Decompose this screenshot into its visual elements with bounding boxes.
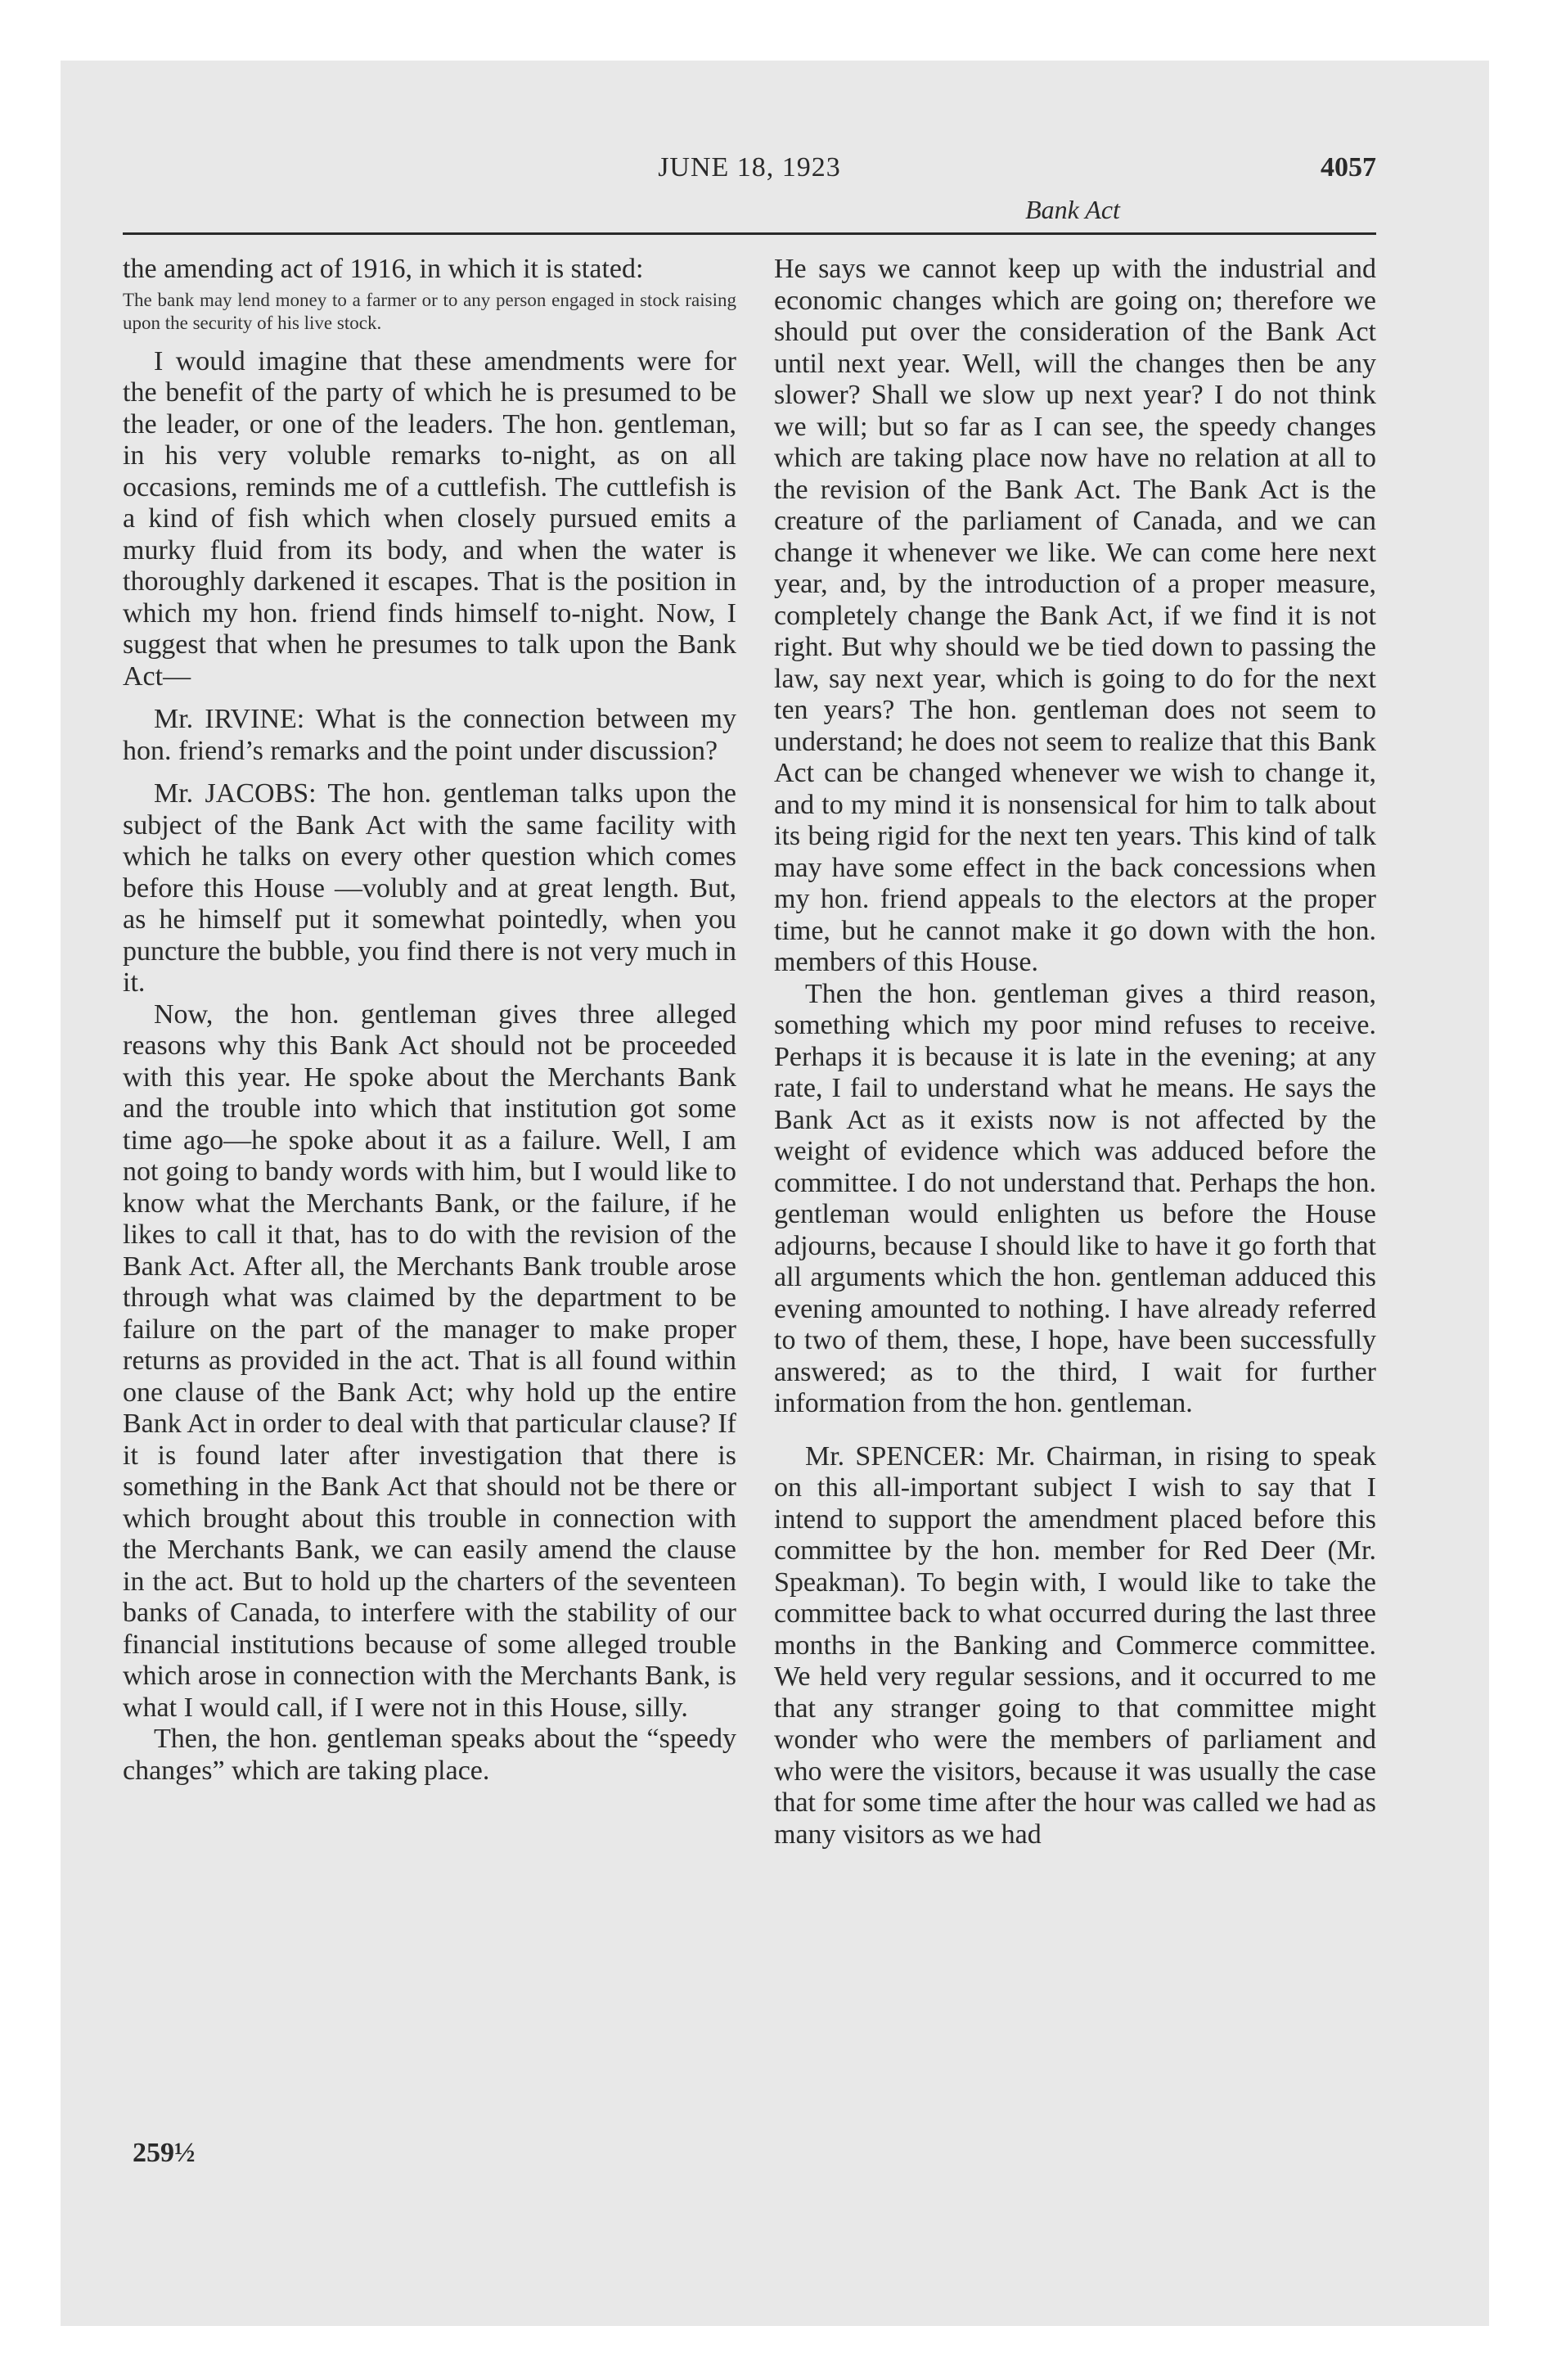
paragraph: Mr. JACOBS: The hon. gentleman talks upon the subject of the Bank Act with the same facility with which he talks on every other question which comes before this House —volubly and at great length. But, as he himself put it somewhat pointedly, when you puncture the bubble, you find there is not very much in it. [123,778,736,998]
right-column [774,254,1376,1850]
paragraph: Mr. IRVINE: What is the connection between my hon. friend’s remarks and the point under discussion? [123,704,736,766]
paragraph: I would imagine that these amendments were for the benefit of the party of which he is presumed to be the leader, or one of the leaders. The hon. gentleman, in his very voluble remarks to-night, as on all occasions, reminds me of a cuttlefish. The cuttlefish is a kind of fish which when closely pursued emits a murky fluid from its body, and when the water is thoroughly darkened it escapes. That is the position in which my hon. friend finds himself to-night. Now, I suggest that when he presumes to talk upon the Bank Act— [123,345,736,692]
paragraph: He says we cannot keep up with the industrial and economic changes which are going on; therefore we should put over the consideration of the Bank Act until next year. Well, will the changes then be any slower? Shall we slow up next year? I do not think we will; but so far as I can see, the speedy changes which are taking place now have no relation at all to the revision of the Bank Act. The Bank Act is the creature of the parliament of Canada, and we can change it whenever we like. We can come here next year, and, by the introduction of a proper measure, completely change the Bank Act, if we find it is not right. But why should we be tied down to passing the law, say next year, which is going to do for the next ten years? The hon. gentleman does not seem to understand; he does not seem to realize that this Bank Act can be changed whenever we wish to change it, and to my mind it is nonsensical for him to talk about its being rigid for the next ten years. This kind of talk may have some effect in the back concessions when my hon. friend appeals to the electors at the proper time, but he cannot make it go down with the hon. members of this House. [774,254,1376,977]
running-header [123,147,1376,229]
paragraph: the amending act of 1916, in which it is stated: [123,254,644,284]
paragraph: Now, the hon. gentleman gives three alleged reasons why this Bank Act should not be proceeded with this year. He spoke about the Merchants Bank and the trouble into which that institution got some time ago—he spoke about it as a failure. Well, I am not going to bandy words with him, but I would like to know what the Merchants Bank, or the failure, if he likes to call it that, has to do with the revision of the Bank Act. After all, the Merchants Bank trouble arose through what was claimed by the department to be failure on the part of the manager to make proper returns as provided in the act. That is all found within one clause of the Bank Act; why hold up the entire Bank Act in order to deal with that particular clause? If it is found later after investigation that there is something in the Bank Act that should not be there or which brought about this trouble in connection with the Merchants Bank, we can easily amend the clause in the act. But to hold up the charters of the seventeen banks of Canada, to interfere with the stability of our financial institutions because of some alleged trouble which arose in connection with the Merchants Bank, is what I would call, if I were not in this House, silly. [123,998,736,1723]
paragraph: Then, the hon. gentleman speaks about the “speedy changes” which are taking place. [123,1724,736,1786]
paragraph: Then the hon. gentleman gives a third reason, something which my poor mind refuses to receive. Perhaps it is because it is late in the evening; at any rate, I fail to understand what he means. He says the Bank Act as it exists now is not affected by the weight of evidence which was adduced before the committee. I do not understand that. Perhaps the hon. gentleman would enlighten us before the House adjourns, because I should like to have it go forth that all arguments which the hon. gentleman adduced this evening amounted to nothing. I have already referred to two of them, these, I hope, have been successfully answered; as to the third, I wait for further information from the hon. gentleman. [774,978,1376,1418]
header-section-title: Bank Act [1025,195,1120,224]
signature-mark: 259½ [133,2138,196,2168]
page-number: 4057 [1321,152,1376,183]
paragraph: Mr. SPENCER: Mr. Chairman, in rising to speak on this all-important subject I wish to say that I intend to support the amendment placed before this committee by the hon. member for Red Deer (Mr. Speakman). To begin with, I would like to take the committee back to what occurred during the last three months in the Banking and Commerce committee. We held very regular sessions, and it occurred to me that any stranger going to that committee might wonder who were the members of parliament and who were the visitors, because it was usually the case that for some time after the hour was called we had as many visitors as we had [774,1440,1376,1850]
left-column [123,254,736,1787]
header-rule [123,232,1376,235]
block-quote: The bank may lend money to a farmer or to any person engaged in stock raising upon the security of his live stock. [123,289,736,333]
page [123,147,1376,2243]
header-date: JUNE 18, 1923 [658,152,841,183]
